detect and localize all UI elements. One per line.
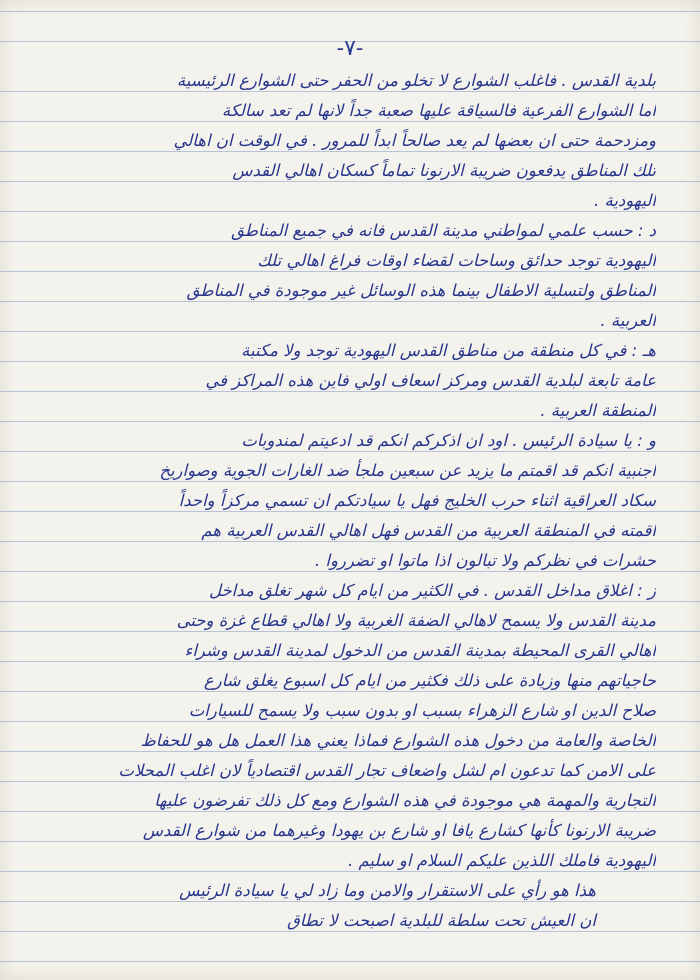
text-line: سكاد العراقية اثناء حرب الخليج فهل يا سيادتكم ان تسمي مركزاً واحداً [178, 491, 656, 510]
text-line: حاجياتهم منها وزيادة على ذلك فكثير من ايام كل اسبوع يغلق شارع [203, 671, 656, 690]
text-line: ومزدحمة حتى ان بعضها لم يعد صالحاً ابداً للمرور . في الوقت ان اهالي [173, 131, 656, 150]
text-line: عامة تابعة لبلدية القدس ومركز اسعاف اولي فاين هذه المراكز في [205, 371, 656, 390]
text-line: الخاصة والعامة من دخول هذه الشوارع فماذا يعني هذا العمل هل هو للحفاظ [140, 731, 656, 750]
text-line: مدينة القدس ولا يسمح لاهالي الضفة الغربية ولا اهالي قطاع غزة وحتى [176, 611, 656, 630]
text-line: تلك المناطق يدفعون ضريبة الارنونا تماماً كسكان اهالي القدس [232, 161, 656, 180]
handwritten-text-body [48, 66, 656, 936]
text-line: اقمته في المنطقة العربية من القدس فهل اهالي القدس العربية هم [201, 521, 656, 540]
text-line: هذا هو رأي على الاستقرار والامن وما زاد لي يا سيادة الرئيس [179, 881, 596, 900]
text-line: اما الشوارع الفرعية فالسياقة عليها صعبة جداً لانها لم تعد سالكة [221, 101, 656, 120]
text-line: اليهودية توجد حدائق وساحات لقضاء اوقات فراغ اهالي تلك [257, 251, 656, 270]
text-line: اليهودية . [594, 191, 656, 210]
page-number: -٧- [336, 36, 364, 61]
text-line: اجنبية انكم قد اقمتم ما يزيد عن سبعين ملجأ ضد الغارات الجوية وصواريخ [159, 461, 656, 480]
text-line: د : حسب علمي لمواطني مدينة القدس فانه في جميع المناطق [231, 221, 656, 240]
text-line: العربية . [600, 311, 656, 330]
text-line: اليهودية فاملك اللذين عليكم السلام او سليم . [347, 851, 656, 870]
text-line: هـ : في كل منطقة من مناطق القدس اليهودية توجد ولا مكتبة [241, 341, 656, 360]
text-line: بلدية القدس . فاغلب الشوارع لا تخلو من الحفر حتى الشوارع الرئيسية [176, 71, 656, 90]
text-line: ز : اغلاق مداخل القدس . في الكثير من ايام كل شهر تغلق مداخل [208, 581, 656, 600]
text-line: و : يا سيادة الرئيس . اود ان اذكركم انكم قد ادعيتم لمندوبات [241, 431, 656, 450]
text-line: المنطقة العربية . [540, 401, 656, 420]
text-line: التجارية والمهمة هي موجودة في هذه الشوارع ومع كل ذلك تفرضون عليها [154, 791, 656, 810]
text-line: على الامن كما تدعون ام لشل واضعاف تجار القدس اقتصادياً لان اغلب المحلات [118, 761, 656, 780]
text-line: ضريبة الارنونا كأنها كشارع يافا او شارع بن يهودا وغيرهما من شوارع القدس [142, 821, 656, 840]
text-line: صلاح الدين او شارع الزهراء بسبب او بدون سبب ولا يسمح للسيارات [188, 701, 656, 720]
text-line: المناطق ولتسلية الاطفال بينما هذه الوسائل غير موجودة في المناطق [186, 281, 656, 300]
text-line: حشرات في نظركم ولا تبالون اذا ماتوا او تضرروا . [314, 551, 656, 570]
text-line: ان العيش تحت سلطة للبلدية اصبحت لا تطاق [287, 911, 596, 930]
text-line: اهالي القرى المحيطة بمدينة القدس من الدخول لمدينة القدس وشراء [184, 641, 656, 660]
